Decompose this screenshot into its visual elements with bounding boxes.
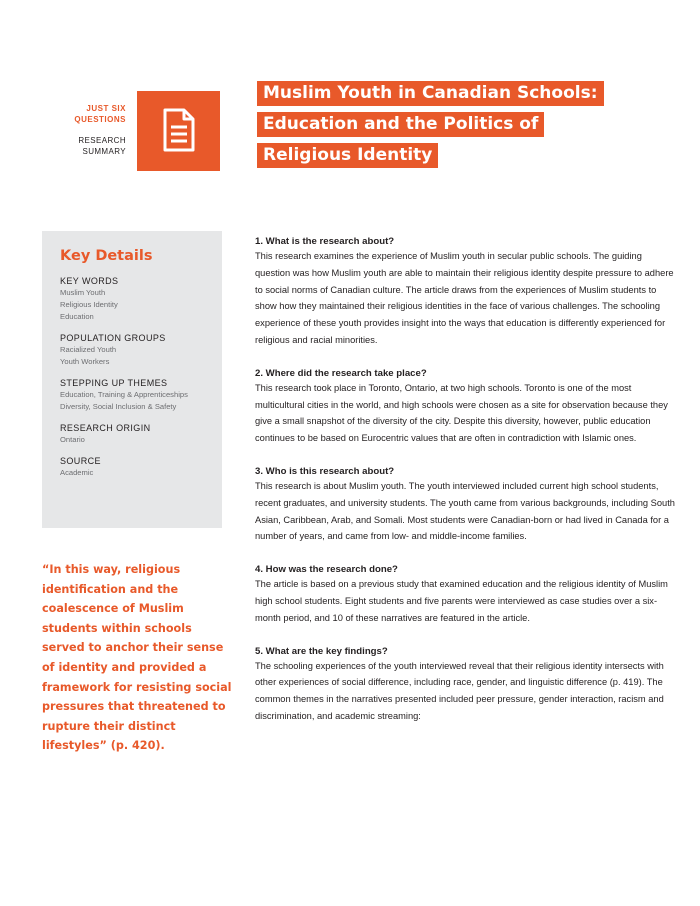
question-body: This research took place in Toronto, Ontario, at two high schools. Toronto is one of the most multicultural cities in the world, and high schools were chosen as a site for observation because they give a small snapshot of the diversity of the city. Despite this diversity, however, public education continues to be based on Eurocentric values that are often in contradiction with Islamic ones. <box>255 382 668 444</box>
key-section-item: Academic <box>60 468 94 477</box>
research-origin-section <box>60 423 204 446</box>
title-line <box>257 142 687 173</box>
question-heading: 5. What are the key findings? <box>255 645 388 657</box>
document-icon <box>162 108 196 152</box>
document-type-label <box>6 135 126 157</box>
question-body: The article is based on a previous study that examined education and the religious identity of Muslim high school students. Eight students and five parents were interviewed as case studies over a six-month period, and 10 of these narratives are featured in the article. <box>255 579 668 623</box>
key-section-label: SOURCE <box>60 456 101 466</box>
document-type-line: SUMMARY <box>82 147 126 156</box>
question-heading: 4. How was the research done? <box>255 564 398 576</box>
key-details-panel <box>42 231 222 528</box>
question-body: This research is about Muslim youth. The youth interviewed included current high school students, recent graduates, and university students. The youth came from various backgrounds, including South Asian, Caribbean, Arab, and Somali. Most students were Canadian-born or had lived in Canada for a number of years, and came from low- and middle-income families. <box>255 480 675 542</box>
key-section-item: Education, Training & Apprenticeships <box>60 390 188 399</box>
key-section-item: Youth Workers <box>60 357 110 366</box>
title-line-text: Education and the Politics of <box>257 112 544 137</box>
key-details-heading: Key Details <box>60 248 153 264</box>
question-section <box>255 646 675 725</box>
key-section-label: STEPPING UP THEMES <box>60 378 168 388</box>
title-line-text: Muslim Youth in Canadian Schools: <box>257 81 604 106</box>
question-body: This research examines the experience of Muslim youth in secular public schools. The guiding question was how Muslim youth are able to maintain their religious identity despite pressure to adhere to social norms of Canadian culture. The article draws from the experiences of Muslim students to show how they maintained their religious identities in the face of various challenges. The schooling experience of these youth provides insight into the ways that education is differently experienced for religious and racial minorities. <box>255 251 674 345</box>
key-section-label: POPULATION GROUPS <box>60 333 166 343</box>
question-heading: 2. Where did the research take place? <box>255 367 427 379</box>
key-section-item: Racialized Youth <box>60 345 117 354</box>
question-heading: 1. What is the research about? <box>255 236 395 247</box>
population-groups-section <box>60 333 204 368</box>
question-body: The schooling experiences of the youth interviewed reveal that their religious identity intersects with other experiences of social difference, including race, gender, and linguistic difference (p. 419). The common themes in the narratives presented included peer pressure, gender interaction, racism and discrimination, and academic streaming: <box>255 660 664 721</box>
series-label-line: QUESTIONS <box>74 115 126 124</box>
question-section <box>255 564 675 626</box>
question-heading: 3. Who is this research about? <box>255 465 395 477</box>
key-section-item: Education <box>60 312 94 321</box>
title-line-text: Religious Identity <box>257 143 438 168</box>
question-section <box>255 368 675 447</box>
question-section <box>255 466 675 545</box>
page-title <box>257 80 687 173</box>
key-section-item: Muslim Youth <box>60 288 106 297</box>
key-words-section <box>60 276 204 323</box>
key-section-label: RESEARCH ORIGIN <box>60 423 151 433</box>
series-label <box>6 103 126 125</box>
key-section-item: Ontario <box>60 435 85 444</box>
stepping-up-themes-section <box>60 378 204 413</box>
key-section-label: KEY WORDS <box>60 276 119 286</box>
key-section-item: Diversity, Social Inclusion & Safety <box>60 402 177 411</box>
question-section <box>255 236 675 349</box>
series-label-line: JUST SIX <box>86 104 126 113</box>
key-section-item: Religious Identity <box>60 300 118 309</box>
pull-quote: “In this way, religious identification and the coalescence of Muslim students within schools served to anchor their sense of identity and provided a framework for resisting social pressures that threatened to rupture their distinct lifestyles” (p. 420). <box>42 563 232 753</box>
title-line <box>257 80 687 111</box>
document-icon-box <box>137 91 220 171</box>
source-section <box>60 456 204 479</box>
document-type-line: RESEARCH <box>78 136 126 145</box>
title-line <box>257 111 687 142</box>
main-content <box>255 236 675 744</box>
